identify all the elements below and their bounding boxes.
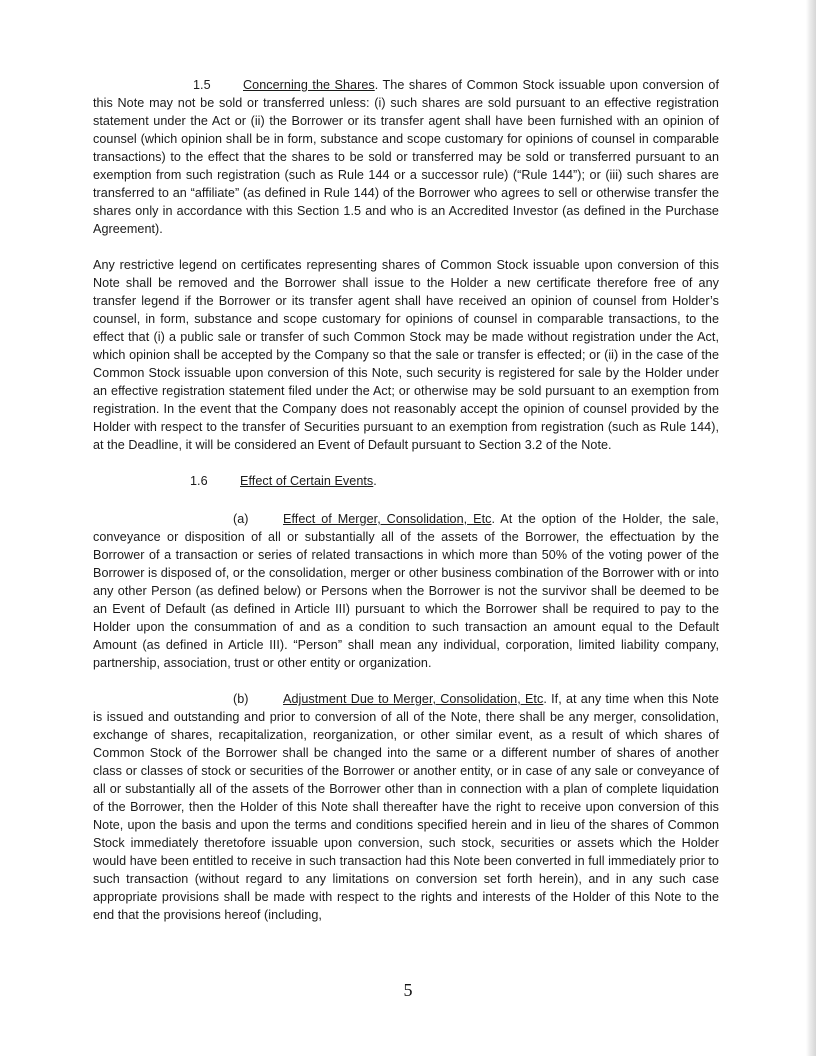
subsection-title: Effect of Merger, Consolidation, Etc: [283, 512, 492, 526]
subsection-label: (b): [233, 692, 249, 706]
section-number: 1.6: [190, 474, 208, 488]
section-1-5-paragraph: [93, 76, 719, 238]
subsection-title: Adjustment Due to Merger, Consolidation, Etc: [283, 692, 544, 706]
section-title: Concerning the Shares: [243, 78, 375, 92]
subsection-text: . If, at any time when this Note is issued and outstanding and prior to conversion of all of the Note, there shall be any merger, consolidation, exchange of shares, recapitalization, reorganization, or other similar event, as a result of which shares of Common Stock of the Borrower shall be changed into the same or a different number of shares of another class or classes of stock or securities of the Borrower or another entity, or in case of any sale or conveyance of all or substantially all of the assets of the Borrower other than in connection with a plan of complete liquidation of the Borrower, then the Holder of this Note shall thereafter have the right to receive upon conversion of this Note, upon the basis and upon the terms and conditions specified herein and in lieu of the shares of Common Stock immediately theretofore issuable upon conversion, such stock, securities or assets which the Holder would have been entitled to receive in such transaction had this Note been converted in full immediately prior to such transaction (without regard to any limitations on conversion set forth herein), and in any such case appropriate provisions shall be made with respect to the rights and interests of the Holder of this Note to the end that the provisions hereof (including,: [93, 692, 719, 922]
subsection-b-paragraph: [93, 690, 719, 924]
section-title: Effect of Certain Events: [240, 474, 374, 488]
section-title-suffix: .: [373, 474, 377, 488]
subsection-a-paragraph: [93, 510, 719, 672]
document-body: [93, 76, 719, 942]
legend-paragraph: Any restrictive legend on certificates representing shares of Common Stock issuable upon conversion of this Note shall be removed and the Borrower shall issue to the Holder a new certificate therefore free of any transfer legend if the Borrower or its transfer agent shall have received an opinion of counsel from Holder’s counsel, in form, substance and scope customary for opinions of counsel in comparable transactions, to the effect that (i) a public sale or transfer of such Common Stock may be made without registration under the Act, which opinion shall be accepted by the Company so that the sale or transfer is effected; or (ii) in the case of the Common Stock issuable upon conversion of this Note, such security is registered for sale by the Holder under an effective registration statement filed under the Act; or otherwise may be sold pursuant to an exemption from registration. In the event that the Company does not reasonably accept the opinion of counsel provided by the Holder with respect to the transfer of Securities pursuant to an exemption from registration (such as Rule 144), at the Deadline, it will be considered an Event of Default pursuant to Section 3.2 of the Note.: [93, 258, 719, 452]
section-1-6-heading: [93, 472, 719, 490]
section-text: . The shares of Common Stock issuable upon conversion of this Note may not be sold or transferred unless: (i) such shares are sold pursuant to an effective registration statement under the Act or (ii) the Borrower or its transfer agent shall have been furnished with an opinion of counsel (which opinion shall be in form, substance and scope customary for opinions of counsel in comparable transactions) to the effect that the shares to be sold or transferred may be sold or transferred pursuant to an exemption from such registration (such as Rule 144 or a successor rule) (“Rule 144”); or (iii) such shares are transferred to an “affiliate” (as defined in Rule 144) of the Borrower who agrees to sell or otherwise transfer the shares only in accordance with this Section 1.5 and who is an Accredited Investor (as defined in the Purchase Agreement).: [93, 78, 719, 236]
subsection-text: . At the option of the Holder, the sale, conveyance or disposition of all or substantially all of the assets of the Borrower, the effectuation by the Borrower of a transaction or series of related transactions in which more than 50% of the voting power of the Borrower is disposed of, or the consolidation, merger or other business combination of the Borrower with or into any other Person (as defined below) or Persons when the Borrower is not the survivor shall be deemed to be an Event of Default (as defined in Article III) pursuant to which the Borrower shall be required to pay to the Holder upon the consummation of and as a condition to such transaction an amount equal to the Default Amount (as defined in Article III). “Person” shall mean any individual, corporation, limited liability company, partnership, association, trust or other entity or organization.: [93, 512, 719, 670]
section-number: 1.5: [193, 78, 211, 92]
subsection-label: (a): [233, 512, 249, 526]
page-number: 5: [403, 980, 413, 1000]
page-edge-shadow: [806, 0, 816, 1056]
